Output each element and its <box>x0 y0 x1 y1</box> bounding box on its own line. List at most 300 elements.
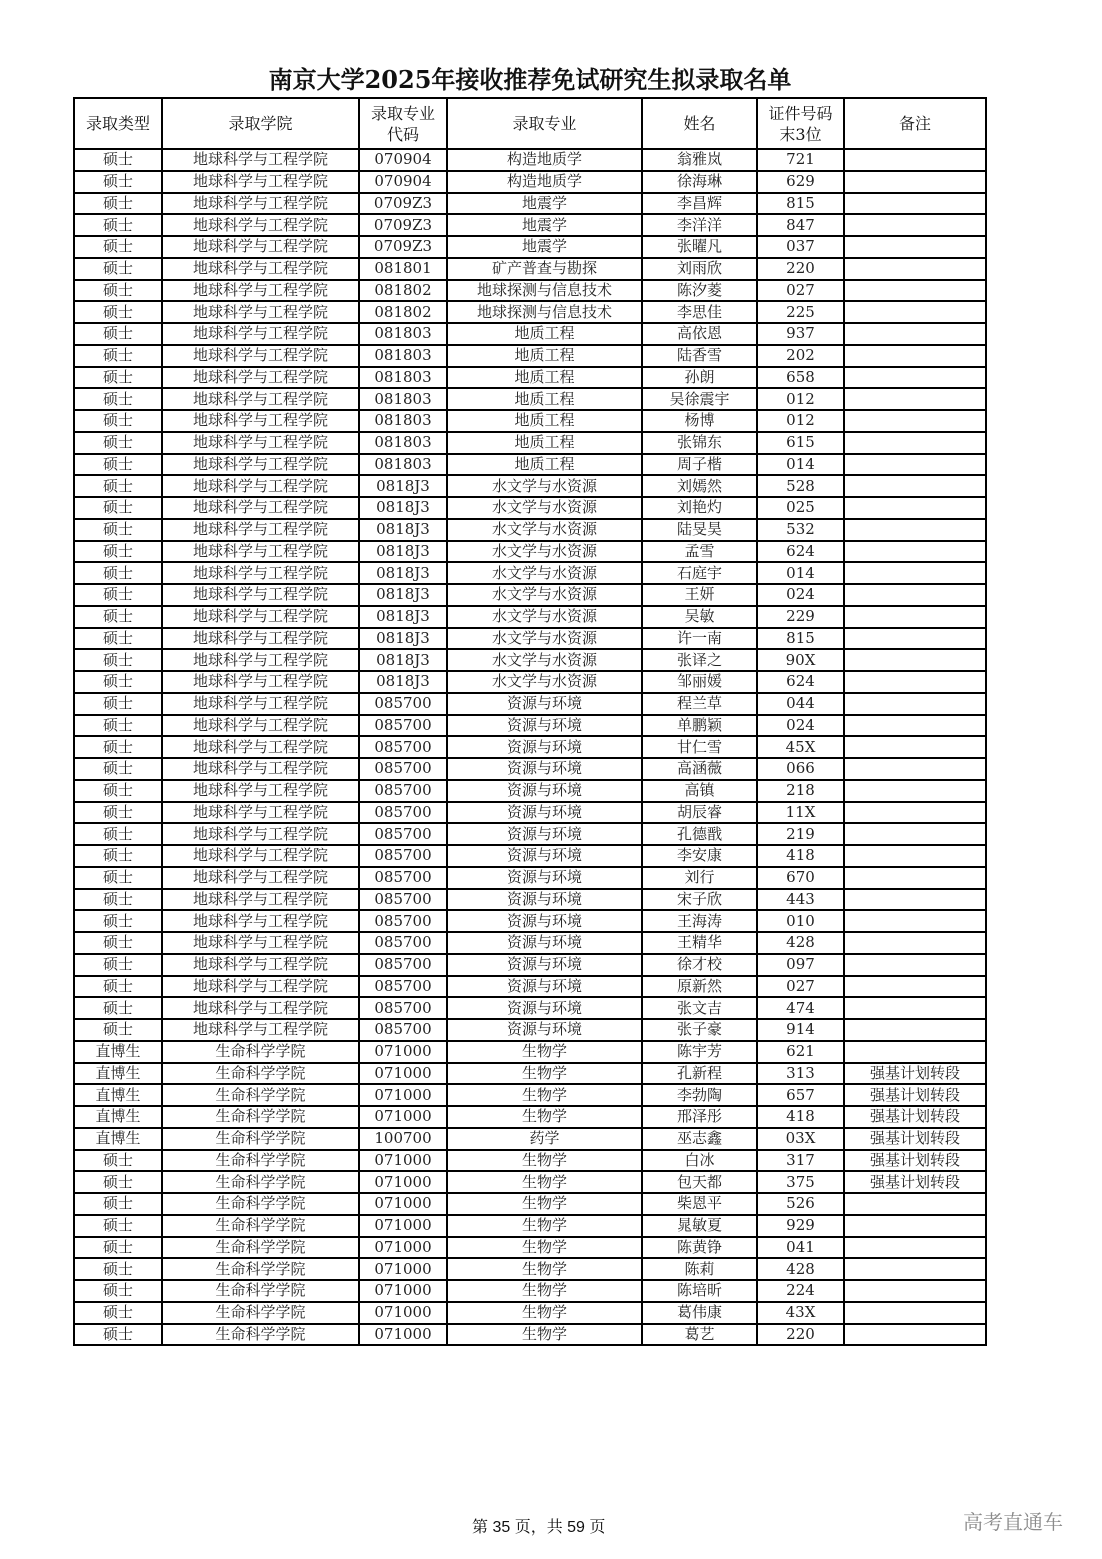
admission-type-cell: 硕士 <box>74 301 162 323</box>
major-code-cell: 0818J3 <box>359 606 447 628</box>
name-cell: 胡辰睿 <box>642 802 757 824</box>
major-cell: 资源与环境 <box>447 997 642 1019</box>
remarks-cell <box>844 1215 986 1237</box>
table-row <box>74 301 986 323</box>
major-cell: 地震学 <box>447 193 642 215</box>
table-row <box>74 954 986 976</box>
college-cell: 地球科学与工程学院 <box>162 475 359 497</box>
header-major-code <box>359 98 447 149</box>
table-row <box>74 736 986 758</box>
college-cell: 地球科学与工程学院 <box>162 606 359 628</box>
college-cell: 地球科学与工程学院 <box>162 541 359 563</box>
admission-type-cell: 硕士 <box>74 867 162 889</box>
major-cell: 矿产普查与勘探 <box>447 258 642 280</box>
id-last3-cell: 443 <box>757 889 844 911</box>
remarks-cell <box>844 1280 986 1302</box>
major-cell: 资源与环境 <box>447 802 642 824</box>
remarks-cell <box>844 475 986 497</box>
remarks-cell: 强基计划转段 <box>844 1063 986 1085</box>
remarks-cell: 强基计划转段 <box>844 1150 986 1172</box>
major-code-cell: 081803 <box>359 367 447 389</box>
college-cell: 地球科学与工程学院 <box>162 410 359 432</box>
admission-type-cell: 硕士 <box>74 432 162 454</box>
major-code-cell: 085700 <box>359 867 447 889</box>
name-cell: 张译之 <box>642 649 757 671</box>
table-row <box>74 889 986 911</box>
table-row <box>74 715 986 737</box>
major-cell: 资源与环境 <box>447 889 642 911</box>
major-code-cell: 085700 <box>359 823 447 845</box>
table-row <box>74 649 986 671</box>
id-last3-cell: 629 <box>757 171 844 193</box>
id-last3-cell: 225 <box>757 301 844 323</box>
id-last3-cell: 229 <box>757 606 844 628</box>
name-cell: 吴徐震宇 <box>642 388 757 410</box>
name-cell: 张文吉 <box>642 997 757 1019</box>
college-cell: 地球科学与工程学院 <box>162 367 359 389</box>
name-cell: 陈莉 <box>642 1258 757 1280</box>
admission-type-cell: 硕士 <box>74 649 162 671</box>
admission-type-cell: 硕士 <box>74 976 162 998</box>
admission-table <box>73 97 987 1346</box>
id-last3-cell: 024 <box>757 584 844 606</box>
admission-type-cell: 硕士 <box>74 562 162 584</box>
remarks-cell <box>844 149 986 171</box>
college-cell: 地球科学与工程学院 <box>162 584 359 606</box>
admission-type-cell: 直博生 <box>74 1128 162 1150</box>
id-last3-cell: 044 <box>757 693 844 715</box>
remarks-cell <box>844 410 986 432</box>
table-row <box>74 410 986 432</box>
id-last3-cell: 066 <box>757 758 844 780</box>
name-cell: 李洋洋 <box>642 214 757 236</box>
major-code-cell: 071000 <box>359 1302 447 1324</box>
major-code-cell: 0818J3 <box>359 649 447 671</box>
remarks-cell: 强基计划转段 <box>844 1128 986 1150</box>
major-code-cell: 085700 <box>359 780 447 802</box>
id-last3-cell: 43X <box>757 1302 844 1324</box>
admission-type-cell: 直博生 <box>74 1063 162 1085</box>
major-cell: 资源与环境 <box>447 867 642 889</box>
id-last3-cell: 218 <box>757 780 844 802</box>
college-cell: 地球科学与工程学院 <box>162 345 359 367</box>
name-cell: 李思佳 <box>642 301 757 323</box>
table-row <box>74 1171 986 1193</box>
name-cell: 张曜凡 <box>642 236 757 258</box>
college-cell: 地球科学与工程学院 <box>162 845 359 867</box>
college-cell: 地球科学与工程学院 <box>162 497 359 519</box>
major-code-cell: 100700 <box>359 1128 447 1150</box>
major-cell: 地球探测与信息技术 <box>447 280 642 302</box>
admission-type-cell: 硕士 <box>74 997 162 1019</box>
major-cell: 水文学与水资源 <box>447 606 642 628</box>
name-cell: 张子豪 <box>642 1019 757 1041</box>
college-cell: 地球科学与工程学院 <box>162 171 359 193</box>
table-row <box>74 280 986 302</box>
remarks-cell <box>844 345 986 367</box>
id-last3-cell: 937 <box>757 323 844 345</box>
admission-type-cell: 硕士 <box>74 345 162 367</box>
id-last3-cell: 670 <box>757 867 844 889</box>
remarks-cell <box>844 280 986 302</box>
table-row <box>74 475 986 497</box>
table-row <box>74 432 986 454</box>
major-code-cell: 085700 <box>359 997 447 1019</box>
major-cell: 资源与环境 <box>447 715 642 737</box>
table-header-row <box>74 98 986 149</box>
header-admission-type: 录取类型 <box>74 98 162 149</box>
major-cell: 资源与环境 <box>447 976 642 998</box>
name-cell: 陈汐菱 <box>642 280 757 302</box>
name-cell: 徐才校 <box>642 954 757 976</box>
college-cell: 生命科学学院 <box>162 1171 359 1193</box>
name-cell: 甘仁雪 <box>642 736 757 758</box>
table-row <box>74 171 986 193</box>
admission-type-cell: 硕士 <box>74 1150 162 1172</box>
id-last3-cell: 313 <box>757 1063 844 1085</box>
table-row <box>74 1019 986 1041</box>
table-row <box>74 367 986 389</box>
remarks-cell <box>844 1193 986 1215</box>
name-cell: 程兰草 <box>642 693 757 715</box>
table-row <box>74 758 986 780</box>
major-code-cell: 0709Z3 <box>359 236 447 258</box>
college-cell: 生命科学学院 <box>162 1324 359 1346</box>
admission-type-cell: 硕士 <box>74 693 162 715</box>
header-major-code-line1: 录取专业 <box>370 103 435 123</box>
major-code-cell: 085700 <box>359 736 447 758</box>
name-cell: 李勃陶 <box>642 1084 757 1106</box>
major-cell: 资源与环境 <box>447 693 642 715</box>
remarks-cell <box>844 758 986 780</box>
college-cell: 地球科学与工程学院 <box>162 910 359 932</box>
major-cell: 构造地质学 <box>447 149 642 171</box>
id-last3-cell: 815 <box>757 193 844 215</box>
id-last3-cell: 657 <box>757 1084 844 1106</box>
college-cell: 地球科学与工程学院 <box>162 280 359 302</box>
admission-type-cell: 硕士 <box>74 1171 162 1193</box>
table-row <box>74 1041 986 1063</box>
major-cell: 资源与环境 <box>447 845 642 867</box>
admission-type-cell: 硕士 <box>74 1302 162 1324</box>
name-cell: 王妍 <box>642 584 757 606</box>
name-cell: 高依恩 <box>642 323 757 345</box>
major-cell: 生物学 <box>447 1041 642 1063</box>
college-cell: 地球科学与工程学院 <box>162 193 359 215</box>
name-cell: 李安康 <box>642 845 757 867</box>
name-cell: 刘雨欣 <box>642 258 757 280</box>
table-row <box>74 867 986 889</box>
header-college: 录取学院 <box>162 98 359 149</box>
table-row <box>74 258 986 280</box>
major-cell: 地震学 <box>447 236 642 258</box>
major-code-cell: 081803 <box>359 410 447 432</box>
college-cell: 地球科学与工程学院 <box>162 258 359 280</box>
table-row <box>74 1237 986 1259</box>
remarks-cell <box>844 193 986 215</box>
major-cell: 水文学与水资源 <box>447 671 642 693</box>
name-cell: 孔新程 <box>642 1063 757 1085</box>
name-cell: 巫志鑫 <box>642 1128 757 1150</box>
admission-type-cell: 硕士 <box>74 519 162 541</box>
name-cell: 宋子欣 <box>642 889 757 911</box>
id-last3-cell: 220 <box>757 1324 844 1346</box>
name-cell: 翁雅岚 <box>642 149 757 171</box>
remarks-cell <box>844 1258 986 1280</box>
remarks-cell <box>844 910 986 932</box>
major-cell: 资源与环境 <box>447 910 642 932</box>
id-last3-cell: 014 <box>757 562 844 584</box>
remarks-cell <box>844 889 986 911</box>
id-last3-cell: 528 <box>757 475 844 497</box>
remarks-cell <box>844 258 986 280</box>
college-cell: 地球科学与工程学院 <box>162 671 359 693</box>
admission-type-cell: 硕士 <box>74 475 162 497</box>
major-cell: 资源与环境 <box>447 1019 642 1041</box>
major-code-cell: 0818J3 <box>359 584 447 606</box>
major-cell: 构造地质学 <box>447 171 642 193</box>
major-code-cell: 085700 <box>359 954 447 976</box>
table-row <box>74 497 986 519</box>
major-cell: 地质工程 <box>447 367 642 389</box>
name-cell: 杨博 <box>642 410 757 432</box>
major-cell: 水文学与水资源 <box>447 628 642 650</box>
admission-type-cell: 硕士 <box>74 171 162 193</box>
table-row <box>74 910 986 932</box>
major-code-cell: 071000 <box>359 1237 447 1259</box>
admission-type-cell: 硕士 <box>74 780 162 802</box>
major-code-cell: 085700 <box>359 1019 447 1041</box>
table-row <box>74 1150 986 1172</box>
major-cell: 水文学与水资源 <box>447 541 642 563</box>
major-code-cell: 081801 <box>359 258 447 280</box>
major-code-cell: 0818J3 <box>359 497 447 519</box>
college-cell: 地球科学与工程学院 <box>162 1019 359 1041</box>
remarks-cell <box>844 715 986 737</box>
major-code-cell: 0818J3 <box>359 475 447 497</box>
table-row <box>74 1128 986 1150</box>
id-last3-cell: 041 <box>757 1237 844 1259</box>
college-cell: 地球科学与工程学院 <box>162 693 359 715</box>
id-last3-cell: 11X <box>757 802 844 824</box>
major-code-cell: 071000 <box>359 1215 447 1237</box>
table-row <box>74 976 986 998</box>
table-row <box>74 1280 986 1302</box>
name-cell: 陈培昕 <box>642 1280 757 1302</box>
admission-type-cell: 硕士 <box>74 823 162 845</box>
college-cell: 地球科学与工程学院 <box>162 997 359 1019</box>
major-cell: 地质工程 <box>447 410 642 432</box>
id-last3-cell: 012 <box>757 410 844 432</box>
remarks-cell <box>844 367 986 389</box>
remarks-cell <box>844 1324 986 1346</box>
table-row <box>74 1215 986 1237</box>
major-cell: 水文学与水资源 <box>447 497 642 519</box>
major-code-cell: 085700 <box>359 910 447 932</box>
major-cell: 生物学 <box>447 1063 642 1085</box>
admission-type-cell: 硕士 <box>74 889 162 911</box>
remarks-cell <box>844 628 986 650</box>
admission-type-cell: 硕士 <box>74 388 162 410</box>
table-row <box>74 149 986 171</box>
remarks-cell <box>844 976 986 998</box>
major-code-cell: 085700 <box>359 889 447 911</box>
major-cell: 生物学 <box>447 1084 642 1106</box>
college-cell: 生命科学学院 <box>162 1150 359 1172</box>
major-code-cell: 081802 <box>359 301 447 323</box>
admission-type-cell: 硕士 <box>74 193 162 215</box>
id-last3-cell: 037 <box>757 236 844 258</box>
major-cell: 水文学与水资源 <box>447 475 642 497</box>
header-major-code-line2: 代码 <box>386 124 419 144</box>
header-id-line2: 末3位 <box>779 124 822 144</box>
name-cell: 陈黄铮 <box>642 1237 757 1259</box>
id-last3-cell: 224 <box>757 1280 844 1302</box>
name-cell: 邹丽媛 <box>642 671 757 693</box>
admission-type-cell: 硕士 <box>74 1258 162 1280</box>
admission-type-cell: 硕士 <box>74 1019 162 1041</box>
major-cell: 水文学与水资源 <box>447 519 642 541</box>
major-code-cell: 071000 <box>359 1041 447 1063</box>
name-cell: 白冰 <box>642 1150 757 1172</box>
major-code-cell: 081803 <box>359 345 447 367</box>
table-row <box>74 562 986 584</box>
name-cell: 陆香雪 <box>642 345 757 367</box>
table-body <box>74 149 986 1345</box>
remarks-cell <box>844 1019 986 1041</box>
admission-type-cell: 硕士 <box>74 1324 162 1346</box>
major-cell: 地质工程 <box>447 432 642 454</box>
admission-type-cell: 硕士 <box>74 736 162 758</box>
admission-type-cell: 硕士 <box>74 149 162 171</box>
college-cell: 地球科学与工程学院 <box>162 432 359 454</box>
table-row <box>74 193 986 215</box>
major-code-cell: 081803 <box>359 388 447 410</box>
college-cell: 地球科学与工程学院 <box>162 388 359 410</box>
college-cell: 地球科学与工程学院 <box>162 823 359 845</box>
id-last3-cell: 624 <box>757 541 844 563</box>
major-cell: 生物学 <box>447 1193 642 1215</box>
admission-type-cell: 硕士 <box>74 367 162 389</box>
table-row <box>74 823 986 845</box>
id-last3-cell: 027 <box>757 976 844 998</box>
name-cell: 李昌辉 <box>642 193 757 215</box>
name-cell: 石庭宇 <box>642 562 757 584</box>
table-row <box>74 541 986 563</box>
major-code-cell: 071000 <box>359 1193 447 1215</box>
name-cell: 刘行 <box>642 867 757 889</box>
admission-type-cell: 直博生 <box>74 1084 162 1106</box>
major-cell: 资源与环境 <box>447 780 642 802</box>
id-last3-cell: 418 <box>757 845 844 867</box>
major-code-cell: 070904 <box>359 149 447 171</box>
college-cell: 地球科学与工程学院 <box>162 715 359 737</box>
major-cell: 生物学 <box>447 1215 642 1237</box>
remarks-cell <box>844 823 986 845</box>
admission-type-cell: 硕士 <box>74 1215 162 1237</box>
table-row <box>74 388 986 410</box>
name-cell: 周子楷 <box>642 454 757 476</box>
header-id-last3 <box>757 98 844 149</box>
table-row <box>74 606 986 628</box>
major-code-cell: 071000 <box>359 1063 447 1085</box>
admission-type-cell: 硕士 <box>74 758 162 780</box>
remarks-cell <box>844 780 986 802</box>
major-code-cell: 071000 <box>359 1106 447 1128</box>
remarks-cell <box>844 736 986 758</box>
admission-type-cell: 硕士 <box>74 715 162 737</box>
major-code-cell: 0818J3 <box>359 519 447 541</box>
id-last3-cell: 03X <box>757 1128 844 1150</box>
table-row <box>74 323 986 345</box>
name-cell: 陆旻昊 <box>642 519 757 541</box>
id-last3-cell: 621 <box>757 1041 844 1063</box>
name-cell: 原新然 <box>642 976 757 998</box>
id-last3-cell: 219 <box>757 823 844 845</box>
id-last3-cell: 202 <box>757 345 844 367</box>
admission-type-cell: 硕士 <box>74 280 162 302</box>
table-row <box>74 1258 986 1280</box>
remarks-cell <box>844 301 986 323</box>
remarks-cell <box>844 497 986 519</box>
major-cell: 水文学与水资源 <box>447 649 642 671</box>
name-cell: 高涵薇 <box>642 758 757 780</box>
remarks-cell <box>844 867 986 889</box>
id-last3-cell: 014 <box>757 454 844 476</box>
college-cell: 生命科学学院 <box>162 1280 359 1302</box>
table-row <box>74 671 986 693</box>
major-code-cell: 081803 <box>359 432 447 454</box>
admission-type-cell: 硕士 <box>74 606 162 628</box>
college-cell: 生命科学学院 <box>162 1215 359 1237</box>
major-code-cell: 071000 <box>359 1280 447 1302</box>
college-cell: 地球科学与工程学院 <box>162 932 359 954</box>
admission-type-cell: 硕士 <box>74 802 162 824</box>
remarks-cell <box>844 323 986 345</box>
table-row <box>74 780 986 802</box>
name-cell: 张锦东 <box>642 432 757 454</box>
major-cell: 生物学 <box>447 1302 642 1324</box>
remarks-cell <box>844 171 986 193</box>
remarks-cell <box>844 541 986 563</box>
name-cell: 徐海琳 <box>642 171 757 193</box>
major-code-cell: 081803 <box>359 454 447 476</box>
name-cell: 孟雪 <box>642 541 757 563</box>
id-last3-cell: 624 <box>757 671 844 693</box>
admission-type-cell: 硕士 <box>74 910 162 932</box>
name-cell: 高镇 <box>642 780 757 802</box>
table-row <box>74 454 986 476</box>
major-cell: 资源与环境 <box>447 932 642 954</box>
admission-type-cell: 硕士 <box>74 932 162 954</box>
major-cell: 水文学与水资源 <box>447 562 642 584</box>
college-cell: 生命科学学院 <box>162 1258 359 1280</box>
major-code-cell: 071000 <box>359 1171 447 1193</box>
admission-type-cell: 硕士 <box>74 954 162 976</box>
header-name: 姓名 <box>642 98 757 149</box>
major-code-cell: 071000 <box>359 1324 447 1346</box>
remarks-cell <box>844 1302 986 1324</box>
remarks-cell: 强基计划转段 <box>844 1171 986 1193</box>
header-remarks: 备注 <box>844 98 986 149</box>
name-cell: 刘艳灼 <box>642 497 757 519</box>
major-code-cell: 085700 <box>359 802 447 824</box>
major-code-cell: 0818J3 <box>359 541 447 563</box>
major-code-cell: 0818J3 <box>359 671 447 693</box>
college-cell: 地球科学与工程学院 <box>162 301 359 323</box>
college-cell: 地球科学与工程学院 <box>162 236 359 258</box>
remarks-cell <box>844 671 986 693</box>
